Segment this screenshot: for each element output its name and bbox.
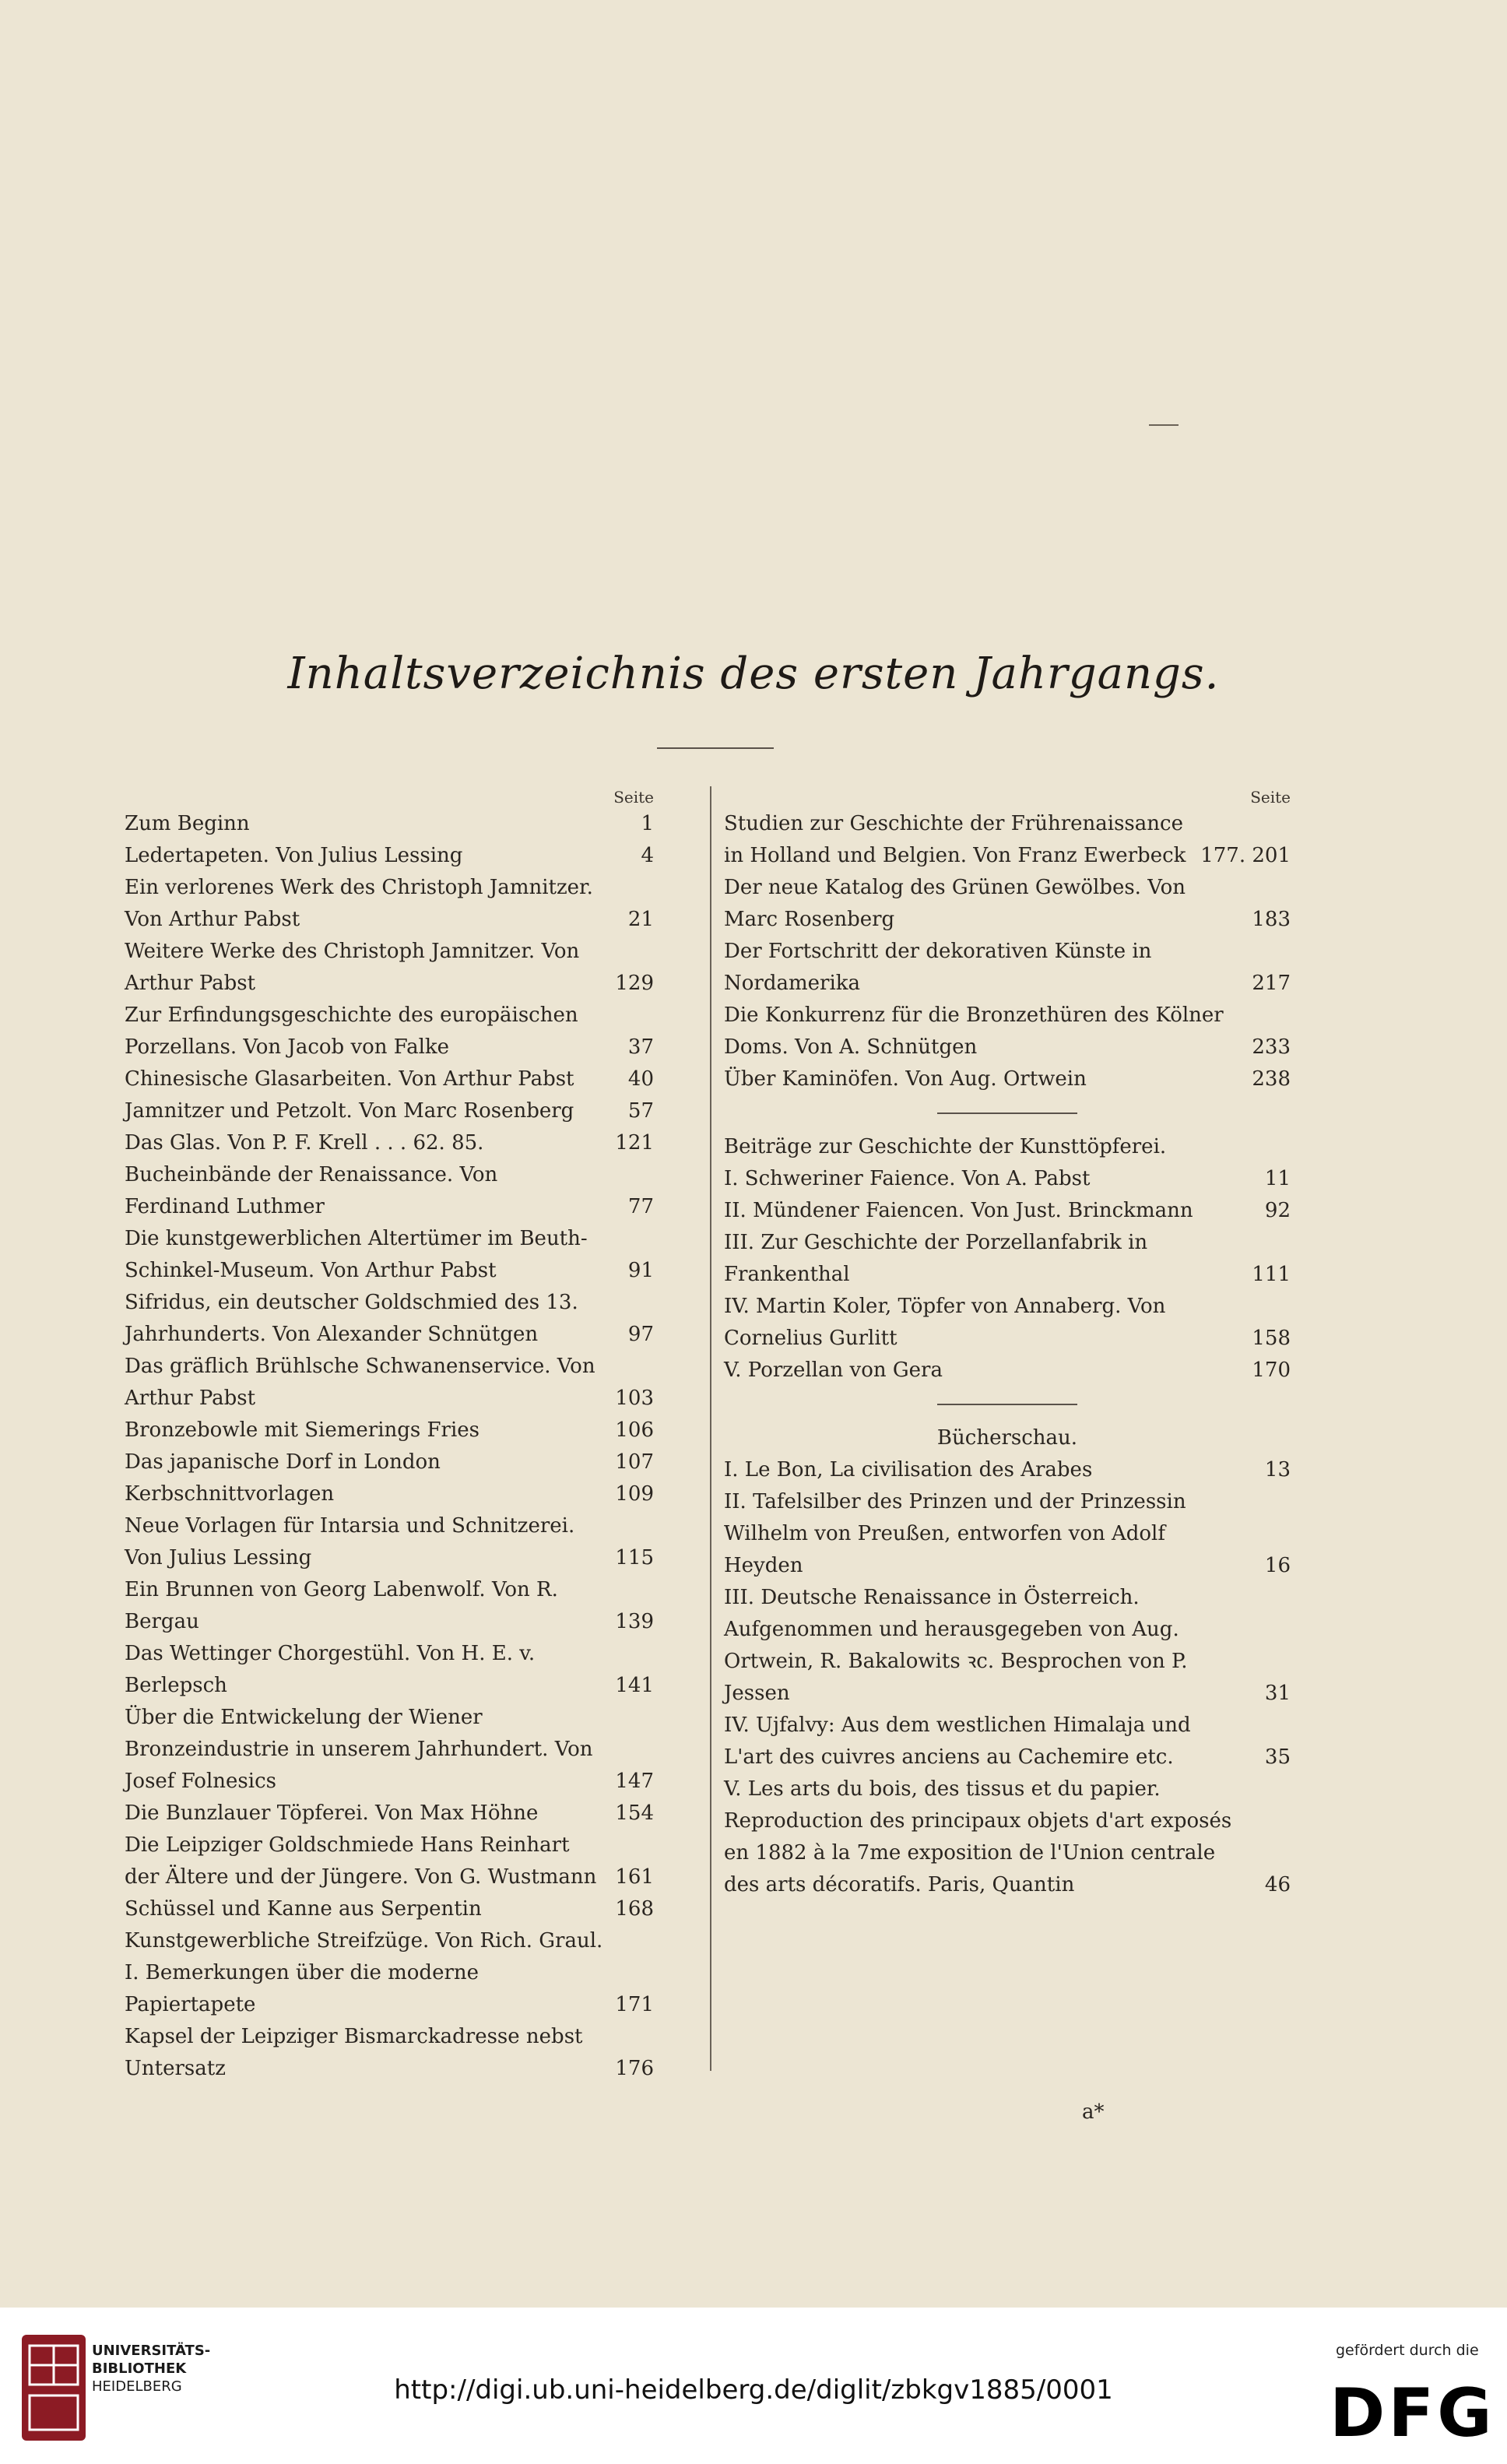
toc-entry-title: Das gräflich Brühlsche Schwanenservice. Von Arthur Pabst [125,1355,595,1410]
toc-kunsttoepferei-list [724,1163,1291,1387]
toc-entry [125,1893,654,1925]
toc-right-column [724,786,1291,1901]
section-rule [937,1112,1077,1114]
permalink-url[interactable]: http://digi.ub.uni-heidelberg.de/diglit/zbkgv1885/0001 [394,2374,1113,2406]
toc-entry [125,872,654,936]
toc-entry [125,1287,654,1351]
toc-entry [125,1127,654,1159]
toc-entry-page: 77 [627,1195,654,1218]
toc-entry-title: Chinesische Glasarbeiten. Von Arthur Pabst [125,1067,574,1091]
toc-entry-title: Ledertapeten. Von Julius Lessing [125,844,463,867]
toc-entry-page: 106 [615,1418,654,1442]
toc-entry-title: I. Le Bon, La civilisation des Arabes [724,1458,1093,1482]
toc-entry-page: 141 [615,1674,654,1697]
toc-entry [125,1638,654,1702]
toc-entry-page: 107 [615,1450,654,1474]
toc-entry-page: 103 [615,1387,654,1410]
toc-left-column [125,786,654,2085]
toc-entry [125,1925,654,2021]
toc-entry [724,808,1291,872]
toc-buecherschau-list [724,1454,1291,1901]
library-line: BIBLIOTHEK [92,2360,187,2377]
toc-entry-title: III. Deutsche Renaissance in Österreich. Aufgenommen und herausgegeben von Aug. Ortwein, R. Bakalowits ꝛc. Besprochen von P. Jessen [724,1586,1188,1705]
toc-entry [125,1830,654,1893]
toc-entry-title: Das Wettinger Chorgestühl. Von H. E. v. Berlepsch [125,1642,536,1697]
toc-entry-page: 109 [615,1482,654,1506]
toc-entry-page: 97 [627,1323,654,1346]
toc-entry [125,2021,654,2085]
toc-entry [125,1702,654,1798]
toc-entry [125,1063,654,1095]
toc-entry-page: 129 [615,972,654,995]
toc-entry [724,1355,1291,1387]
toc-entry [125,1159,654,1223]
toc-entry [724,936,1291,1000]
toc-entry-title: V. Porzellan von Gera [724,1359,943,1382]
toc-entry-page: 238 [1252,1067,1291,1091]
toc-entry-title: Sifridus, ein deutscher Goldschmied des 13. Jahrhunderts. Von Alexander Schnütgen [125,1291,578,1346]
toc-entry-page: 161 [615,1865,654,1889]
toc-entry-page: 37 [627,1035,654,1059]
toc-entry-title: Bucheinbände der Renaissance. Von Ferdinand Luthmer [125,1163,498,1218]
section-heading-kunsttoepferei: Beiträge zur Geschichte der Kunsttöpferei. [724,1135,1167,1158]
toc-entry [724,872,1291,936]
toc-entry-title: II. Mündener Faiencen. Von Just. Brinckmann [724,1199,1193,1222]
toc-entry-page: 177. 201 [1200,844,1291,867]
section-heading-buecherschau: Bücherschau. [936,1426,1078,1450]
toc-entry-title: IV. Martin Koler, Töpfer von Annaberg. Von Cornelius Gurlitt [724,1295,1166,1350]
toc-entry-title: Schüssel und Kanne aus Serpentin [125,1897,482,1921]
toc-entry-title: Das Glas. Von P. F. Krell . . . 62. 85. [125,1131,484,1155]
signature-mark: a* [1082,2100,1105,2124]
toc-entry [125,1798,654,1830]
toc-entry-title: Kunstgewerbliche Streifzüge. Von Rich. Graul. I. Bemerkungen über die moderne Papiertapete [125,1929,603,2016]
toc-entry-page: 147 [615,1770,654,1793]
toc-entry-title: Kapsel der Leipziger Bismarckadresse nebst Untersatz [125,2025,583,2080]
toc-entry-title: IV. Ujfalvy: Aus dem westlichen Himalaja und L'art des cuivres anciens au Cachemire etc. [724,1714,1191,1769]
toc-entry-page: 171 [615,1993,654,2016]
toc-entry-page: 1 [641,812,654,835]
toc-entry-title: Kerbschnittvorlagen [125,1482,335,1506]
toc-entry [125,1000,654,1063]
toc-entry-page: 16 [1264,1554,1291,1577]
toc-entry-title: Die kunstgewerblichen Altertümer im Beuth-Schinkel-Museum. Von Arthur Pabst [125,1227,588,1282]
toc-entry-page: 139 [615,1610,654,1633]
toc-entry-page: 176 [615,2057,654,2080]
toc-entry [125,1351,654,1415]
toc-entry [125,936,654,1000]
page-title: Inhaltsverzeichnis des ersten Jahrgangs. [287,649,1220,699]
title-rule [657,747,774,749]
toc-entry-title: Studien zur Geschichte der Frührenaissance in Holland und Belgien. Von Franz Ewerbeck [724,812,1186,867]
toc-entry-page: 46 [1264,1873,1291,1896]
toc-entry [724,1227,1291,1291]
toc-entry-title: Jamnitzer und Petzolt. Von Marc Rosenberg [125,1099,574,1123]
toc-right-list [724,808,1291,1095]
toc-entry-title: Ein Brunnen von Georg Labenwolf. Von R. Bergau [125,1578,558,1633]
toc-entry-title: V. Les arts du bois, des tissus et du papier. Reproduction des principaux objets d'art exposés en 1882 à la 7me exposition de l'Union centrale des arts décoratifs. Paris, Quantin [724,1777,1232,1896]
seite-label: Seite [613,788,654,807]
toc-entry [724,1486,1291,1582]
toc-entry-page: 35 [1264,1745,1291,1769]
seite-label: Seite [1250,788,1291,807]
toc-entry-page: 183 [1252,908,1291,931]
toc-entry [125,1223,654,1287]
toc-entry [125,1510,654,1574]
toc-entry [125,1095,654,1127]
toc-entry-page: 154 [615,1801,654,1825]
toc-entry-page: 57 [627,1099,654,1123]
funding-caption: gefördert durch die [1336,2342,1479,2359]
toc-entry-page: 92 [1264,1199,1291,1222]
toc-entry [724,1195,1291,1227]
toc-entry [125,1574,654,1638]
toc-entry-page: 91 [627,1259,654,1282]
toc-entry-title: Zur Erfindungsgeschichte des europäischen Porzellans. Von Jacob von Falke [125,1004,578,1059]
dfg-logo: DFG [1330,2374,1495,2452]
toc-entry [724,1710,1291,1773]
toc-entry [724,1063,1291,1095]
toc-entry [724,1000,1291,1063]
margin-mark [1149,424,1179,426]
toc-entry [724,1773,1291,1901]
toc-entry [125,1446,654,1478]
toc-entry-page: 21 [627,908,654,931]
toc-entry [724,1291,1291,1355]
toc-left-list [125,808,654,2085]
toc-entry [724,1163,1291,1195]
toc-entry-title: Zum Beginn [125,812,250,835]
toc-entry-title: Bronzebowle mit Siemerings Fries [125,1418,480,1442]
toc-entry-page: 158 [1252,1327,1291,1350]
library-line: UNIVERSITÄTS- [92,2343,211,2359]
column-rule [710,786,711,2071]
toc-entry-title: III. Zur Geschichte der Porzellanfabrik in Frankenthal [724,1231,1148,1286]
toc-entry-title: Der Fortschritt der dekorativen Künste in Nordamerika [724,940,1152,995]
toc-entry-page: 11 [1264,1167,1291,1190]
toc-entry [125,1415,654,1446]
toc-entry-page: 170 [1252,1359,1291,1382]
toc-entry-page: 31 [1264,1682,1291,1705]
toc-entry-title: Über Kaminöfen. Von Aug. Ortwein [724,1067,1087,1091]
toc-entry-page: 13 [1264,1458,1291,1482]
toc-entry-page: 233 [1252,1035,1291,1059]
toc-entry-page: 115 [615,1546,654,1569]
toc-entry-title: Neue Vorlagen für Intarsia und Schnitzerei. Von Julius Lessing [125,1514,575,1569]
toc-entry-page: 111 [1252,1263,1291,1286]
toc-entry-title: Die Bunzlauer Töpferei. Von Max Höhne [125,1801,539,1825]
section-rule [937,1404,1077,1405]
toc-entry-title: Die Leipziger Goldschmiede Hans Reinhart der Ältere und der Jüngere. Von G. Wustmann [125,1833,597,1889]
toc-entry [125,840,654,872]
toc-entry [724,1454,1291,1486]
toc-entry [125,1478,654,1510]
toc-entry-page: 121 [615,1131,654,1155]
toc-entry-page: 40 [627,1067,654,1091]
toc-entry-title: II. Tafelsilber des Prinzen und der Prinzessin Wilhelm von Preußen, entworfen von Adolf Heyden [724,1490,1186,1577]
toc-entry [724,1582,1291,1710]
toc-entry-title: Das japanische Dorf in London [125,1450,441,1474]
toc-entry-title: Weitere Werke des Christoph Jamnitzer. Von Arthur Pabst [125,940,580,995]
library-line: HEIDELBERG [92,2378,182,2395]
toc-entry-page: 168 [615,1897,654,1921]
toc-entry-title: Der neue Katalog des Grünen Gewölbes. Von Marc Rosenberg [724,876,1186,931]
toc-entry-title: I. Schweriner Faience. Von A. Pabst [724,1167,1091,1190]
toc-entry-title: Über die Entwickelung der Wiener Bronzeindustrie in unserem Jahrhundert. Von Josef Folnesics [125,1706,593,1793]
toc-entry-title: Die Konkurrenz für die Bronzethüren des Kölner Doms. Von A. Schnütgen [724,1004,1224,1059]
toc-entry-title: Ein verlorenes Werk des Christoph Jamnitzer. Von Arthur Pabst [125,876,593,931]
toc-entry-page: 217 [1252,972,1291,995]
toc-entry [125,808,654,840]
toc-entry-page: 4 [641,844,654,867]
